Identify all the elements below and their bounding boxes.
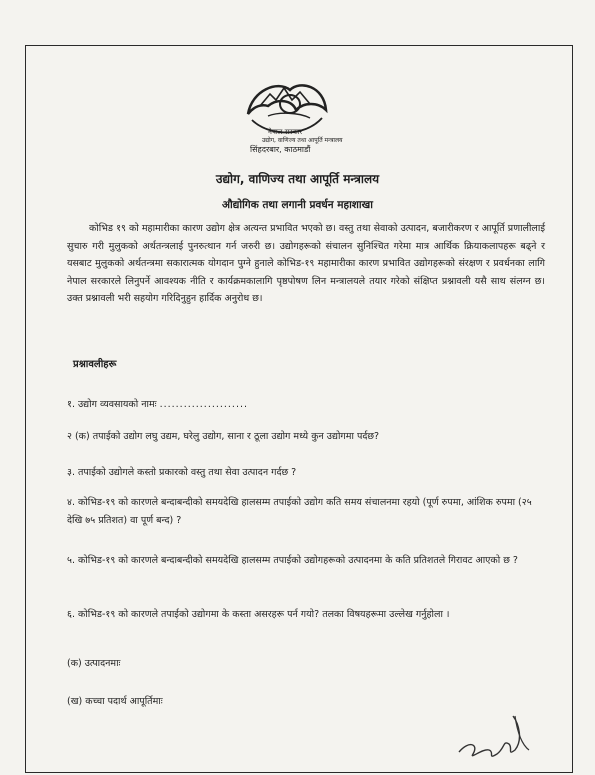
intro-paragraph: कोभिड १९ को महामारीका कारण उद्योग क्षेत्र अत्यन्त प्रभावित भएको छ। वस्तु तथा सेवाको उत्पादन, बजारीकरण र आपूर्ति प्रणालीलाई सुचारु गरी मुलुकको अर्थतन्त्रलाई पुनरुत्थान गर्न जरुरी छ। उद्योगहरूको संचालन सुनिश्चित गरेमा मात्र आर्थिक क्रियाकलापहरू बढ्ने र यसबाट मुलुकको अर्थतन्त्रमा सकारात्मक योगदान पुग्ने हुनाले कोभिड-१९ महामारीका कारण प्रभावित उद्योगहरूको संरक्षण र प्रवर्धनका लागि नेपाल सरकारले लिनुपर्ने आवश्यक नीति र कार्यक्रमकालागि पृष्ठपोषण लिन मन्त्रालयले तयार गरेको संक्षिप्त प्रश्नावली यसै साथ संलग्न छ। उक्त प्रश्नावली भरी सहयोग गरिदिनुहुन हार्दिक अनुरोध छ। (67, 223, 545, 304)
seal-line-1: नेपाल सरकार (268, 128, 303, 136)
division-title: औद्योगिक तथा लगानी प्रवर्धन महाशाखा (222, 199, 373, 211)
question-5: ५. कोभिड-१९ को कारणले बन्दाबन्दीको समयदेखि हालसम्म तपाईको उद्योगहरूको उत्पादनमा के कति प्रतिशतले गिरावट आएको छ ? (67, 555, 518, 566)
sub-question-b: (ख) कच्चा पदार्थ आपूर्तिमाः (67, 696, 163, 707)
signature-icon (455, 710, 535, 765)
question-1-text: १. उद्योग व्यवसायको नामः (67, 399, 157, 410)
seal-line-3: सिंहदरबार, काठमाडौं (250, 145, 311, 154)
question-6: ६. कोभिड-१९ को कारणले तपाईको उद्योगमा के कस्ता असरहरू पर्न गयो? तलका विषयहरूमा उल्लेख गर्नुहोला । (67, 609, 450, 620)
question-1 (67, 396, 545, 414)
question-1-blank: ...................... (159, 399, 249, 410)
question-4: ४. कोभिड-१९ को कारणले बन्दाबन्दीको समयदेखि हालसम्म तपाईको उद्योग कति समय संचालनमा रहयो (पूर्ण रुपमा, आंशिक रुपमा (२५ देखि ७५ प्रतिशत) वा पूर्ण बन्द) ? (67, 497, 532, 526)
sub-question-a: (क) उत्पादनमाः (67, 658, 121, 669)
question-3: ३. तपाईको उद्योगले कस्तो प्रकारको वस्तु तथा सेवा उत्पादन गर्दछ ? (67, 467, 297, 478)
question-2: २ (क) तपाईको उद्योग लघु उद्यम, घरेलु उद्योग, साना र ठूला उद्योग मध्ये कुन उद्योगमा पर्दछ? (67, 431, 380, 442)
questionnaire-heading: प्रश्नावलीहरू (73, 359, 117, 370)
seal-line-2: उद्योग, वाणिज्य तथा आपूर्ति मन्त्रालय (262, 137, 343, 144)
ministry-title: उद्योग, वाणिज्य तथा आपूर्ति मन्त्रालय (215, 172, 380, 186)
